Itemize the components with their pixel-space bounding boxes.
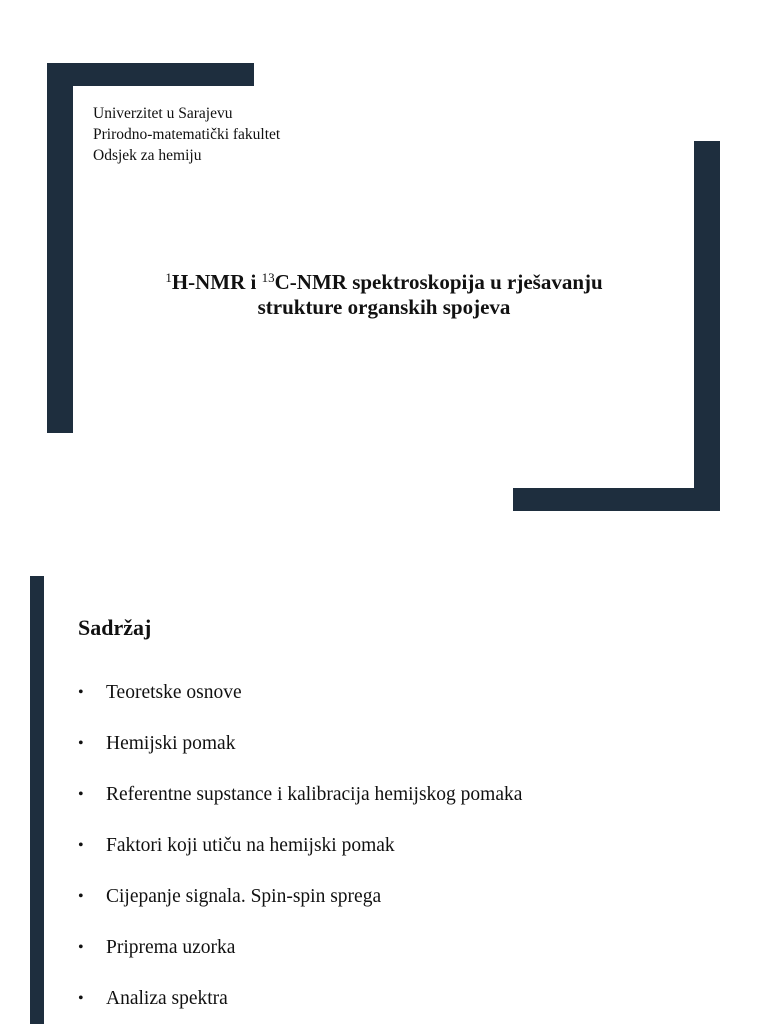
toc-heading: Sadržaj: [78, 615, 152, 640]
list-item-label: Teoretske osnove: [106, 682, 242, 703]
title-part-2: C-NMR spektroskopija u rješavanju: [274, 270, 603, 294]
bullet-icon: •: [78, 684, 84, 701]
frame-bar-bottom-right-horizontal: [513, 488, 720, 511]
title-part-1: H-NMR i: [171, 270, 262, 294]
list-item-label: Priprema uzorka: [106, 937, 236, 958]
slide2-left-bar: [30, 576, 44, 1024]
bullet-icon: •: [78, 786, 84, 803]
list-item: [78, 984, 522, 1024]
slide-title: [100, 270, 668, 320]
list-item: [78, 831, 522, 882]
list-item-label: Cijepanje signala. Spin-spin sprega: [106, 886, 382, 907]
list-item-label: Hemijski pomak: [106, 733, 236, 754]
department-name: Odsjek za hemiju: [93, 147, 202, 164]
bullet-icon: •: [78, 888, 84, 905]
title-line-1: [100, 270, 668, 295]
list-item: [78, 678, 522, 729]
title-superscript-1: 1: [165, 270, 172, 285]
title-superscript-13: 13: [261, 270, 275, 285]
title-line-2: strukture organskih spojeva: [257, 295, 511, 319]
frame-bar-top-left-vertical: [47, 63, 73, 433]
institution-block: [93, 103, 280, 166]
list-item-label: Referentne supstance i kalibracija hemijskog pomaka: [106, 784, 523, 805]
bullet-icon: •: [78, 837, 84, 854]
list-item: [78, 780, 522, 831]
university-name: Univerzitet u Sarajevu: [93, 105, 233, 122]
frame-bar-top-left-horizontal: [47, 63, 254, 86]
bullet-icon: •: [78, 990, 84, 1007]
list-item: [78, 729, 522, 780]
faculty-name: Prirodno-matematički fakultet: [93, 126, 281, 143]
toc-list: [78, 678, 522, 1024]
list-item-label: Faktori koji utiču na hemijski pomak: [106, 835, 395, 856]
list-item-label: Analiza spektra: [106, 988, 228, 1009]
bullet-icon: •: [78, 735, 84, 752]
bullet-icon: •: [78, 939, 84, 956]
list-item: [78, 882, 522, 933]
list-item: [78, 933, 522, 984]
frame-bar-bottom-right-vertical: [694, 141, 720, 511]
